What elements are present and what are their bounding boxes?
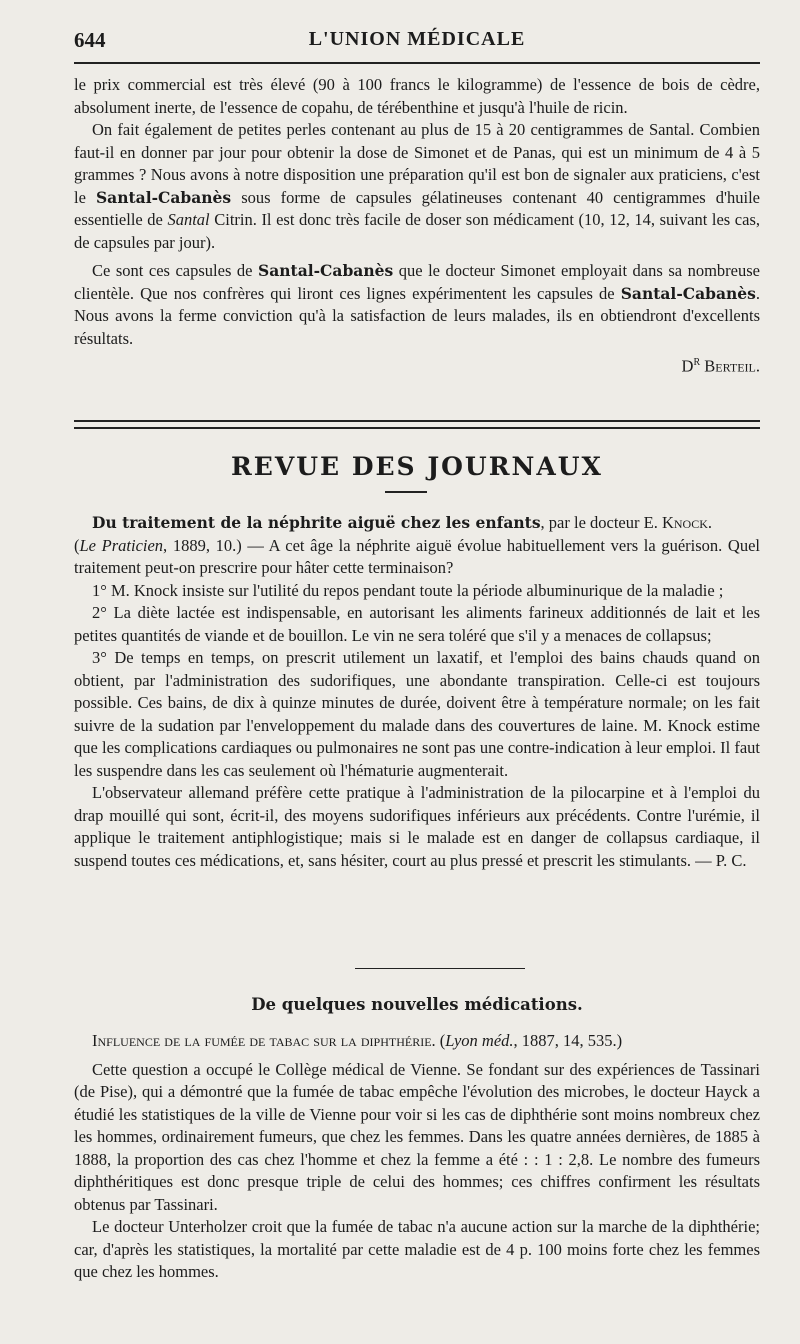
paragraph: 2° La diète lactée est indispensable, en autorisant les aliments farineux additionnés de lait et les petites quantités de viande et de bouillon. Le vin ne sera toléré que s'il y a menaces de collapsus; (74, 603, 760, 645)
product-name: Santal-Cabanès (258, 261, 394, 280)
page-header (74, 28, 760, 58)
paragraph: Le docteur Unterholzer croit que la fumée de tabac n'a aucune action sur la marche de la diphthérie; car, d'après les statistiques, la mortalité par cette maladie est de 4 p. 100 moins forte chez les femmes que chez les hommes. (74, 1217, 760, 1281)
header-rule (74, 62, 760, 64)
paragraph: 3° De temps en temps, on prescrit utilement un laxatif, et l'emploi des bains chauds quand on obtient, par l'administration des sudorifiques, une abondante transpiration. Celle-ci est toujours possible. Ces bains, de dix à quinze minutes de durée, doivent être à température normale; on les fait suivre de la sudation par l'enveloppement du malade dans des couvertures de laine. M. Knock estime que les complications cardiaques ou pulmonaires ne sont pas une contre-indication à leur emploi. Il faut les suspendre dans les cas seulement où l'hématurie augmenterait. (74, 648, 760, 780)
paragraph: Du traitement de la néphrite aiguë chez les enfants, par le docteur E. Knock. (Le Praticien, 1889, 10.) — A cet âge la néphrite aiguë évolue habituellement vers la guérison. Quel traitement peut-on prescrire pour hâter cette terminaison? (74, 513, 760, 577)
paragraph: Cette question a occupé le Collège médical de Vienne. Se fondant sur des expériences de Tassinari (de Pise), qui a démontré que la fumée de tabac empêche l'évolution des microbes, le docteur Hayck a étudié les statistiques de la ville de Vienne pour voir si les cas de diphthérie sont moins nombreux chez les hommes, ordinairement fumeurs, que chez les femmes. Dans les quatre années dernières, de 1885 à 1888, la proportion des cas chez l'homme et chez la femme a été : : 1 : 2,8. Le nombre des fumeurs diphthéritiques est donc presque triple de celui des hommes; ces chiffres confirment les résultats obtenus par Tassinari. (74, 1059, 760, 1214)
paragraph: Ce sont ces capsules de Santal-Cabanès que le docteur Simonet employait dans sa nombreuse clientèle. Que nos confrères qui liront ces lignes expérimentent les capsules de Santal-Cabanès. Nous avons la ferme conviction qu'à la satisfaction de leurs malades, ils en obtiendront d'excellents résultats. (74, 261, 760, 348)
running-title: L'UNION MÉDICALE (308, 28, 526, 50)
product-name: Santal-Cabanès (620, 283, 756, 303)
signature: $D^r$ Berteil. (681, 353, 760, 376)
title-underline (385, 491, 427, 493)
subsection-heading: De quelques nouvelles médications. (251, 995, 583, 1014)
section-divider (74, 420, 760, 429)
separator-rule (355, 968, 525, 969)
section-title: REVUE DES JOURNAUX (231, 452, 603, 481)
paragraph: On fait également de petites perles contenant au plus de 15 à 20 centigrammes de Santal. Combien faut-il en donner par jour pour obtenir la dose de Simonet et de Panas, qui est un minimum de 4 à 5 grammes ? Nous avons à notre disposition une préparation qu'il est bon de signaler aux praticiens, c'est le Santal-Cabanès sous forme de capsules gélatineuses contenant 40 centigrammes d'huile essentielle de Santal Citrin. Il est donc très facile de doser son médicament (10, 12, 14, suivant les cas, de capsules par jour). (74, 120, 760, 252)
santal-article (74, 74, 760, 378)
product-name: Santal-Cabanès (95, 187, 232, 207)
tabac-article (74, 1030, 760, 1284)
subsection-subhead: Influence de la fumée de tabac sur la diphthérie. (Lyon méd., 1887, 14, 535.) (92, 1031, 623, 1050)
page-number: 644 (74, 28, 106, 52)
nephrite-article (74, 512, 760, 872)
paragraph: L'observateur allemand préfère cette pratique à l'administration de la pilocarpine et à l'emploi du drap mouillé qui sont, écrit-il, des moyens sudorifiques inférieurs aux précédents. Contre l'urémie, il applique le traitement antiphlogistique; mais si le malade est en danger de collapsus cardiaque, il suspend toutes ces médications, et, sans hésiter, court au plus pressé et prescrit les stimulants. — P. C. (74, 783, 760, 870)
paragraph: le prix commercial est très élevé (90 à 100 francs le kilogramme) de l'essence de bois de cèdre, absolument inerte, de l'essence de copahu, de térébenthine et jusqu'à l'huile de ricin. (74, 75, 760, 117)
article-title: Du traitement de la néphrite aiguë chez les enfants (92, 513, 541, 532)
author: Knock (661, 513, 708, 532)
paragraph: 1° M. Knock insiste sur l'utilité du repos pendant toute la période albuminurique de la maladie ; (92, 580, 724, 600)
